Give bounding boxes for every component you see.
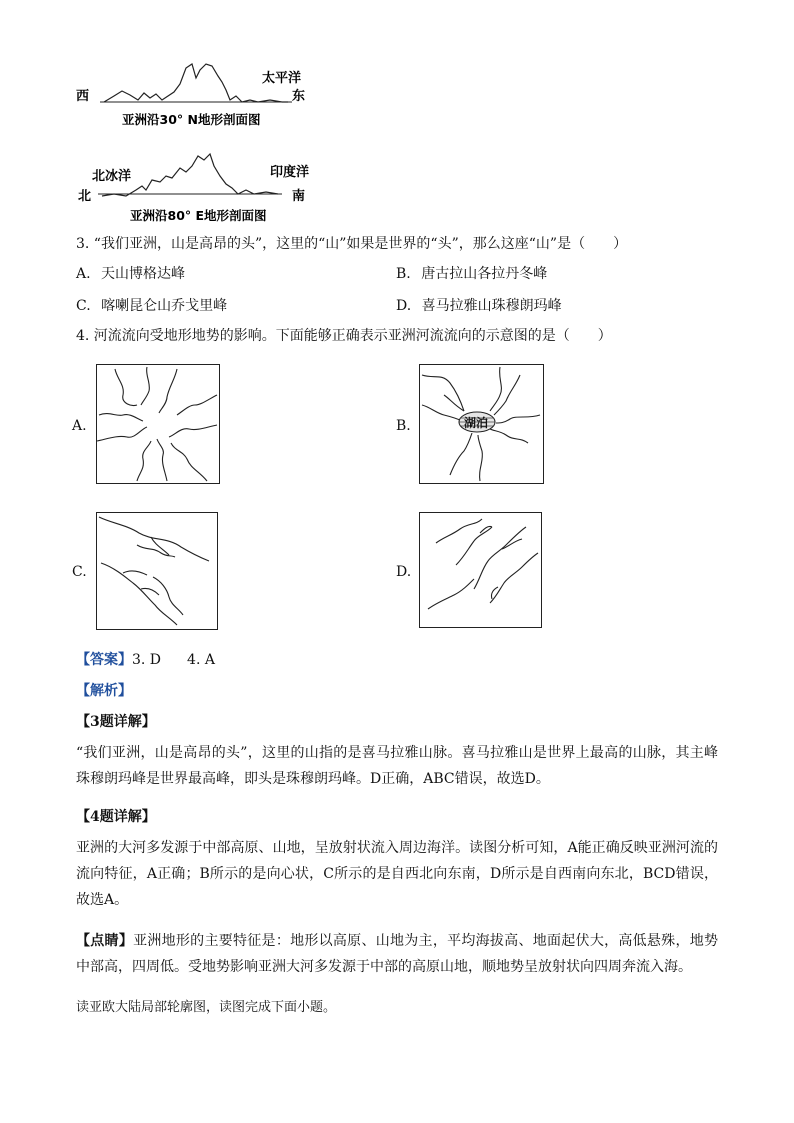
profile-30n-diagram bbox=[70, 58, 320, 130]
profile-80e-south: 南 bbox=[292, 189, 306, 204]
q3-analysis-heading: 【3题详解】 bbox=[76, 714, 156, 730]
q4-diagram-c-rivers bbox=[97, 513, 216, 628]
q3-option-d-label: D. bbox=[396, 298, 412, 314]
profile-80e-ocean-right: 印度洋 bbox=[270, 165, 310, 180]
q3-option-b[interactable] bbox=[396, 264, 547, 284]
answer-q3: 3. D bbox=[132, 652, 162, 668]
q3-option-d[interactable] bbox=[396, 296, 562, 316]
q3-analysis-text: “我们亚洲，山是高昂的头”，这里的山指的是喜马拉雅山脉。喜马拉雅山是世界上最高的山脉，其主峰珠穆朗玛峰是世界最高峰，即头是珠穆朗玛峰。D正确，ABC错误，故选D。 bbox=[76, 745, 718, 787]
q4-diagram-b-lake-label: 湖泊 bbox=[464, 416, 489, 430]
profile-30n-caption: 亚洲沿30° N地形剖面图 bbox=[122, 112, 261, 127]
q4-diagram-d-rivers bbox=[420, 513, 540, 626]
q4-option-c-label[interactable]: C. bbox=[72, 564, 87, 580]
profile-30n-terrain bbox=[104, 64, 288, 102]
q4-option-b-label[interactable]: B. bbox=[396, 418, 411, 434]
q4-stem: 4. 河流流向受地形地势的影响。下面能够正确表示亚洲河流流向的示意图的是（ ） bbox=[76, 328, 612, 344]
q4-diagram-d[interactable] bbox=[419, 512, 542, 628]
answer-line bbox=[76, 650, 215, 670]
q4-diagram-a[interactable] bbox=[96, 364, 220, 484]
q3-option-c-label: C. bbox=[76, 298, 91, 314]
q3-option-a-text: 天山博格达峰 bbox=[101, 266, 186, 282]
q3-option-c[interactable] bbox=[76, 296, 227, 316]
q4-diagram-a-rivers bbox=[97, 365, 218, 482]
profile-80e-north: 北 bbox=[78, 189, 92, 204]
q4-diagram-c[interactable] bbox=[96, 512, 218, 630]
q3-option-b-text: 唐古拉山各拉丹冬峰 bbox=[421, 266, 548, 282]
profile-30n-east: 东 bbox=[292, 89, 306, 104]
q4-diagram-b[interactable] bbox=[419, 364, 544, 484]
tip-tag: 【点睛】 bbox=[76, 933, 134, 949]
tip-text: 亚洲地形的主要特征是：地形以高原、山地为主，平均海拔高、地面起伏大，高低悬殊，地势中部高，四周低。受地势影响亚洲大河多发源于中部的高原山地，顺地势呈放射状向四周奔流入海。 bbox=[76, 933, 719, 975]
q4-option-d-label[interactable]: D. bbox=[396, 564, 412, 580]
q3-option-c-text: 喀喇昆仑山乔戈里峰 bbox=[101, 298, 228, 314]
q4-diagram-b-rivers bbox=[420, 365, 542, 482]
q3-option-d-text: 喜马拉雅山珠穆朗玛峰 bbox=[421, 298, 562, 314]
profile-30n-ocean: 太平洋 bbox=[262, 71, 302, 86]
profile-80e-caption: 亚洲沿80° E地形剖面图 bbox=[130, 208, 267, 223]
q4-analysis-heading: 【4题详解】 bbox=[76, 809, 156, 825]
tip-paragraph bbox=[76, 928, 718, 980]
answer-q4: 4. A bbox=[187, 652, 215, 668]
analysis-tag: 【解析】 bbox=[76, 683, 132, 699]
profile-30n-west: 西 bbox=[76, 89, 90, 104]
q3-option-b-label: B. bbox=[396, 266, 411, 282]
q4-analysis-text: 亚洲的大河多发源于中部高原、山地，呈放射状流入周边海洋。读图分析可知，A能正确反映亚洲河流的流向特征，A正确；B所示的是向心状，C所示的是自西北向东南，D所示是自西南向东北，BCD错误，故选A。 bbox=[76, 840, 718, 908]
profile-80e-ocean-left: 北冰洋 bbox=[92, 169, 132, 184]
q3-option-a-label: A. bbox=[76, 266, 91, 282]
q3-stem: 3. “我们亚洲，山是高昂的头”，这里的“山”如果是世界的“头”，那么这座“山”是（ ） bbox=[76, 236, 628, 252]
profile-80e-diagram bbox=[70, 150, 320, 226]
q4-option-a-label[interactable]: A. bbox=[72, 418, 87, 434]
next-question-intro: 读亚欧大陆局部轮廓图，读图完成下面小题。 bbox=[76, 1000, 337, 1015]
q3-option-a[interactable] bbox=[76, 264, 185, 284]
answer-tag: 【答案】 bbox=[76, 652, 132, 668]
